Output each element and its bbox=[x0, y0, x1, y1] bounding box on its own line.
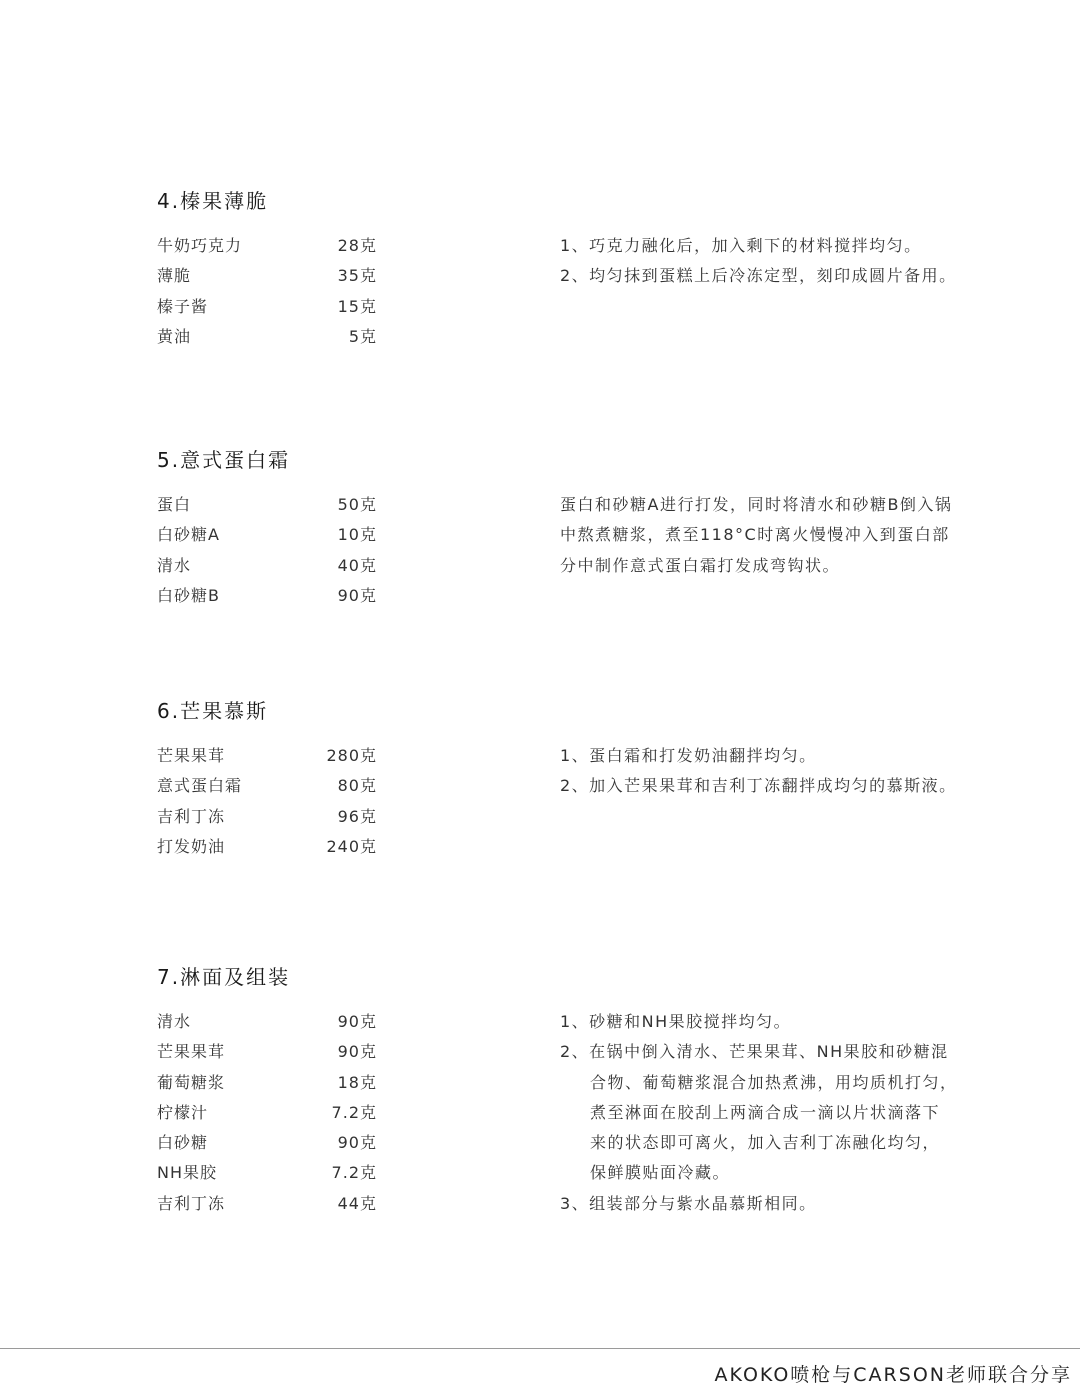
ingredient-row bbox=[157, 492, 377, 522]
ingredient-name: NH果胶 bbox=[157, 1163, 218, 1183]
footer-credit: AKOKO喷枪与CARSON老师联合分享 bbox=[714, 1364, 1072, 1386]
step-line: 1、砂糖和NH果胶搅拌均匀。 bbox=[560, 1012, 792, 1031]
ingredient-name: 打发奶油 bbox=[157, 836, 226, 856]
method-steps bbox=[560, 492, 980, 583]
ingredient-name: 芒果果茸 bbox=[157, 746, 226, 765]
section-title: 6.芒果慕斯 bbox=[157, 699, 269, 723]
ingredient-name: 黄油 bbox=[157, 326, 192, 346]
ingredient-amount: 50克 bbox=[337, 495, 377, 514]
method-steps bbox=[560, 233, 980, 294]
ingredient-list bbox=[157, 1009, 377, 1221]
ingredient-amount: 40克 bbox=[337, 555, 377, 575]
method-steps bbox=[560, 1009, 980, 1221]
ingredient-amount: 240克 bbox=[326, 836, 377, 856]
ingredient-amount: 15克 bbox=[337, 296, 377, 316]
step-line: 3、组装部分与紫水晶慕斯相同。 bbox=[560, 1193, 817, 1213]
section-title: 5.意式蛋白霜 bbox=[157, 448, 291, 472]
ingredient-name: 薄脆 bbox=[157, 266, 192, 286]
ingredient-row bbox=[157, 773, 377, 803]
step-line: 来的状态即可离火，加入吉利丁冻融化均匀， bbox=[590, 1133, 941, 1153]
section-title: 7.淋面及组装 bbox=[157, 965, 291, 989]
step-line: 1、蛋白霜和打发奶油翻拌均匀。 bbox=[560, 746, 817, 765]
ingredient-amount: 280克 bbox=[326, 746, 377, 765]
ingredient-list bbox=[157, 743, 377, 864]
ingredient-amount: 5克 bbox=[348, 326, 377, 346]
ingredient-row bbox=[157, 583, 377, 613]
ingredient-amount: 35克 bbox=[337, 266, 377, 286]
step-line: 2、均匀抹到蛋糕上后冷冻定型，刻印成圆片备用。 bbox=[560, 266, 957, 286]
ingredient-list bbox=[157, 233, 377, 354]
ingredient-amount: 28克 bbox=[337, 236, 377, 255]
ingredient-name: 柠檬汁 bbox=[157, 1102, 209, 1122]
ingredient-name: 芒果果茸 bbox=[157, 1042, 226, 1062]
ingredient-row bbox=[157, 553, 377, 583]
ingredient-row bbox=[157, 522, 377, 552]
ingredient-amount: 80克 bbox=[337, 776, 377, 796]
ingredient-name: 葡萄糖浆 bbox=[157, 1072, 226, 1092]
ingredient-name: 白砂糖B bbox=[157, 585, 220, 605]
ingredient-name: 蛋白 bbox=[157, 495, 192, 514]
ingredient-name: 意式蛋白霜 bbox=[157, 776, 243, 796]
step-line: 中熬煮糖浆，煮至118°C时离火慢慢冲入到蛋白部 bbox=[560, 525, 950, 545]
ingredient-amount: 7.2克 bbox=[331, 1163, 377, 1183]
step-line: 2、加入芒果果茸和吉利丁冻翻拌成均匀的慕斯液。 bbox=[560, 776, 957, 796]
ingredient-amount: 90克 bbox=[337, 1012, 377, 1031]
ingredient-name: 白砂糖 bbox=[157, 1133, 209, 1153]
ingredient-row bbox=[157, 804, 377, 834]
ingredient-row bbox=[157, 1191, 377, 1221]
ingredient-row bbox=[157, 1009, 377, 1039]
ingredient-row bbox=[157, 1070, 377, 1100]
ingredient-row bbox=[157, 1100, 377, 1130]
ingredient-amount: 90克 bbox=[337, 585, 377, 605]
ingredient-amount: 7.2克 bbox=[331, 1102, 377, 1122]
step-line: 分中制作意式蛋白霜打发成弯钩状。 bbox=[560, 555, 841, 575]
section-title: 4.榛果薄脆 bbox=[157, 189, 269, 213]
footer-divider bbox=[0, 1348, 1080, 1349]
ingredient-amount: 18克 bbox=[337, 1072, 377, 1092]
ingredient-row bbox=[157, 324, 377, 354]
ingredient-row bbox=[157, 1160, 377, 1190]
step-line: 煮至淋面在胶刮上两滴合成一滴以片状滴落下 bbox=[590, 1102, 941, 1122]
ingredient-row bbox=[157, 294, 377, 324]
ingredient-amount: 44克 bbox=[337, 1193, 377, 1213]
ingredient-list bbox=[157, 492, 377, 613]
ingredient-name: 清水 bbox=[157, 555, 192, 575]
step-line: 蛋白和砂糖A进行打发，同时将清水和砂糖B倒入锅 bbox=[560, 495, 953, 514]
ingredient-amount: 96克 bbox=[337, 806, 377, 826]
ingredient-row bbox=[157, 263, 377, 293]
ingredient-amount: 90克 bbox=[337, 1133, 377, 1153]
step-line: 1、巧克力融化后，加入剩下的材料搅拌均匀。 bbox=[560, 236, 922, 255]
ingredient-row bbox=[157, 834, 377, 864]
method-steps bbox=[560, 743, 980, 804]
ingredient-name: 白砂糖A bbox=[157, 525, 220, 545]
ingredient-row bbox=[157, 1039, 377, 1069]
ingredient-amount: 90克 bbox=[337, 1042, 377, 1062]
ingredient-row bbox=[157, 233, 377, 263]
ingredient-amount: 10克 bbox=[337, 525, 377, 545]
ingredient-name: 吉利丁冻 bbox=[157, 806, 226, 826]
ingredient-name: 牛奶巧克力 bbox=[157, 236, 243, 255]
ingredient-row bbox=[157, 1130, 377, 1160]
step-line: 合物、葡萄糖浆混合加热煮沸，用均质机打匀， bbox=[590, 1072, 958, 1092]
ingredient-name: 清水 bbox=[157, 1012, 192, 1031]
step-line: 2、在锅中倒入清水、芒果果茸、NH果胶和砂糖混 bbox=[560, 1042, 949, 1062]
ingredient-row bbox=[157, 743, 377, 773]
step-line: 保鲜膜贴面冷藏。 bbox=[590, 1163, 731, 1183]
ingredient-name: 榛子酱 bbox=[157, 296, 209, 316]
ingredient-name: 吉利丁冻 bbox=[157, 1193, 226, 1213]
